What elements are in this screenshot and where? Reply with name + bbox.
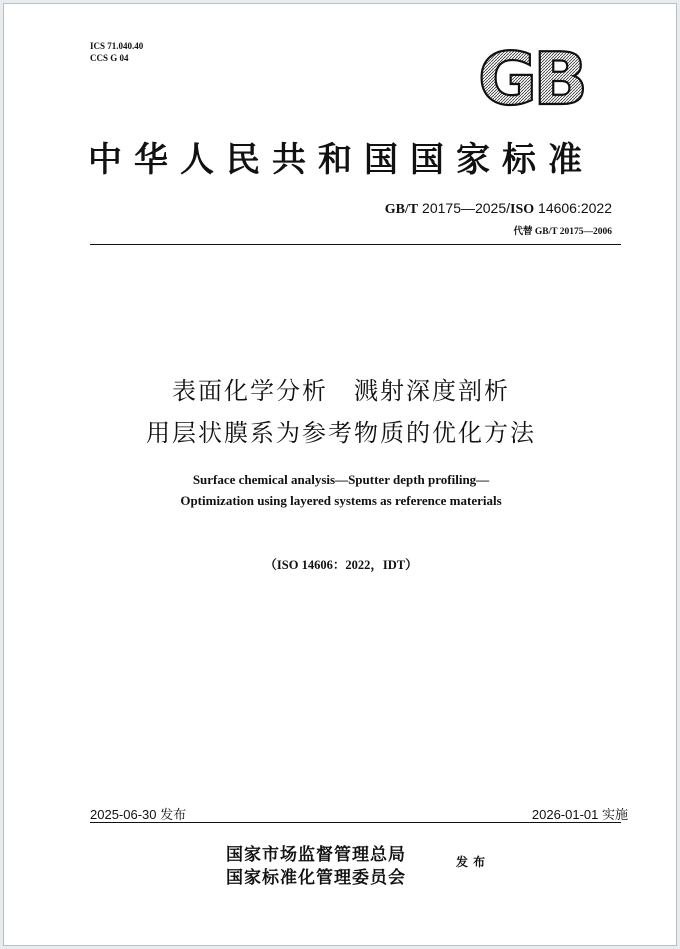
footer-divider: [90, 822, 621, 823]
ccs-code: CCS G 04: [90, 53, 129, 63]
issuer-samr: 国家市场监督管理总局: [226, 845, 406, 865]
standard-number: [385, 200, 612, 218]
english-title-line2: Optimization using layered systems as reference materials: [180, 493, 502, 508]
standard-prefix: GB/T: [384, 202, 419, 217]
classification-codes: [90, 40, 143, 64]
replaces-value: GB/T 20175—2006: [534, 227, 612, 237]
header-divider: [90, 244, 621, 245]
english-title-line1: Surface chemical analysis—Sputter depth profiling—: [192, 472, 490, 487]
standard-main-number: 20175—2025/: [418, 200, 511, 216]
replaces-note: [513, 223, 612, 237]
chinese-title-line1: 表面化学分析 溅射深度剖析: [172, 377, 510, 405]
issue-date: 2025-06-30 发布: [90, 807, 187, 822]
publish-label: 发布: [456, 855, 491, 869]
ics-code: ICS 71.040.40: [90, 41, 144, 51]
gb-logo-text: GB: [478, 44, 584, 110]
national-standard-title: 中华人民共和国国家标准: [88, 140, 594, 180]
replaces-label: 代替: [513, 227, 535, 237]
implementation-date: 2026-01-01 实施: [531, 807, 628, 822]
iso-number: 14606:2022: [534, 200, 612, 216]
gb-logo: [464, 44, 598, 110]
issuer-sac: 国家标准化管理委员会: [226, 868, 406, 888]
iso-equivalence: （ISO 14606：2022，IDT）: [264, 558, 418, 572]
document-page: [3, 3, 677, 946]
chinese-title-line2: 用层状膜系为参考物质的优化方法: [146, 419, 536, 447]
iso-prefix: ISO: [510, 202, 535, 217]
